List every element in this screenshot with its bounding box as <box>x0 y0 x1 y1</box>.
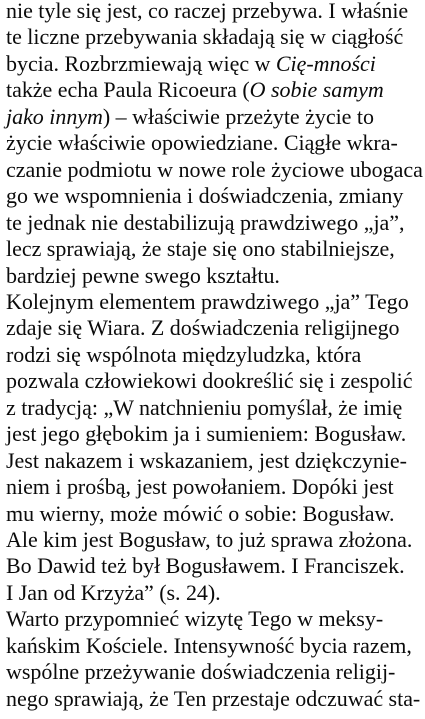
text-line <box>6 395 425 420</box>
text-line <box>6 527 425 552</box>
text-line <box>6 606 425 631</box>
text-line <box>6 448 425 473</box>
text-span: wspólne przeżywanie doświadczenia religij- <box>6 659 396 685</box>
text-line <box>6 130 425 155</box>
text-span: z tradycją: „W natchnieniu pomyślał, że imię <box>6 394 403 420</box>
text-line <box>6 236 425 261</box>
text-line <box>6 553 425 578</box>
text-span: jest jego głębokim ja i sumieniem: Bogusław. <box>6 421 407 447</box>
text-line <box>6 104 425 129</box>
text-line <box>6 51 425 76</box>
text-span: Warto przypomnieć wizytę Tego w meksy- <box>6 606 384 632</box>
text-line <box>6 633 425 658</box>
text-line <box>6 421 425 446</box>
text-span: niem i prośbą, jest powołaniem. Dopóki jest <box>6 474 394 500</box>
text-line <box>6 659 425 684</box>
text-span: rodzi się wspólnota międzyludzka, która <box>6 341 362 367</box>
text-line <box>6 183 425 208</box>
text-span: nie tyle się jest, co raczej przebywa. I właśnie <box>6 0 409 23</box>
text-line <box>6 580 425 605</box>
text-span: zdaje się Wiara. Z doświadczenia religijnego <box>6 315 400 341</box>
text-span: także echa Paula Ricoeura ( <box>6 77 250 103</box>
text-span: bycia. Rozbrzmiewają więc w <box>6 50 276 76</box>
text-line <box>6 342 425 367</box>
italic-text-span: O sobie samym <box>249 77 384 103</box>
text-span: kańskim Kościele. Intensywność bycia razem, <box>6 632 412 658</box>
text-line <box>6 0 425 23</box>
text-line <box>6 24 425 49</box>
text-line <box>6 157 425 182</box>
text-span: ) – właściwie przeżyte życie to <box>102 103 374 129</box>
italic-text-span: jako innym <box>6 103 103 129</box>
text-span: nego sprawiają, że Ten przestaje odczuwać sta- <box>6 685 421 711</box>
text-line <box>6 315 425 340</box>
text-span: czanie podmiotu w nowe role życiowe ubogaca <box>6 156 423 182</box>
text-line <box>6 368 425 393</box>
text-line <box>6 686 425 711</box>
text-line <box>6 210 425 235</box>
text-span: Ale kim jest Bogusław, to już sprawa złożona. <box>6 527 413 552</box>
text-line <box>6 474 425 499</box>
text-line <box>6 263 425 288</box>
text-span: Kolejnym elementem prawdziwego „ja” Tego <box>6 288 409 314</box>
text-span: bardziej pewne swego kształtu. <box>6 262 280 288</box>
text-span: lecz sprawiają, że staje się ono stabilniejsze, <box>6 236 395 262</box>
text-span: mu wierny, może mówić o sobie: Bogusław. <box>6 500 395 526</box>
text-span: go we wspomnienia i doświadczenia, zmiany <box>6 183 404 209</box>
text-line <box>6 289 425 314</box>
text-span: te liczne przebywania składają się w ciągłość <box>6 24 404 50</box>
text-line <box>6 77 425 102</box>
text-span: życie właściwie opowiedziane. Ciągłe wkra- <box>6 130 398 156</box>
text-span: Jest nakazem i wskazaniem, jest dziękczynie- <box>6 447 407 473</box>
text-span: pozwala człowiekowi dookreślić się i zespolić <box>6 368 413 394</box>
text-span: te jednak nie destabilizują prawdziwego „ja”, <box>6 209 405 235</box>
text-span: Bo Dawid też był Bogusławem. I Franciszek. <box>6 553 405 579</box>
italic-text-span: Cię-mności <box>275 50 376 76</box>
text-span: I Jan od Krzyża” (s. 24). <box>6 579 221 605</box>
text-line <box>6 501 425 526</box>
